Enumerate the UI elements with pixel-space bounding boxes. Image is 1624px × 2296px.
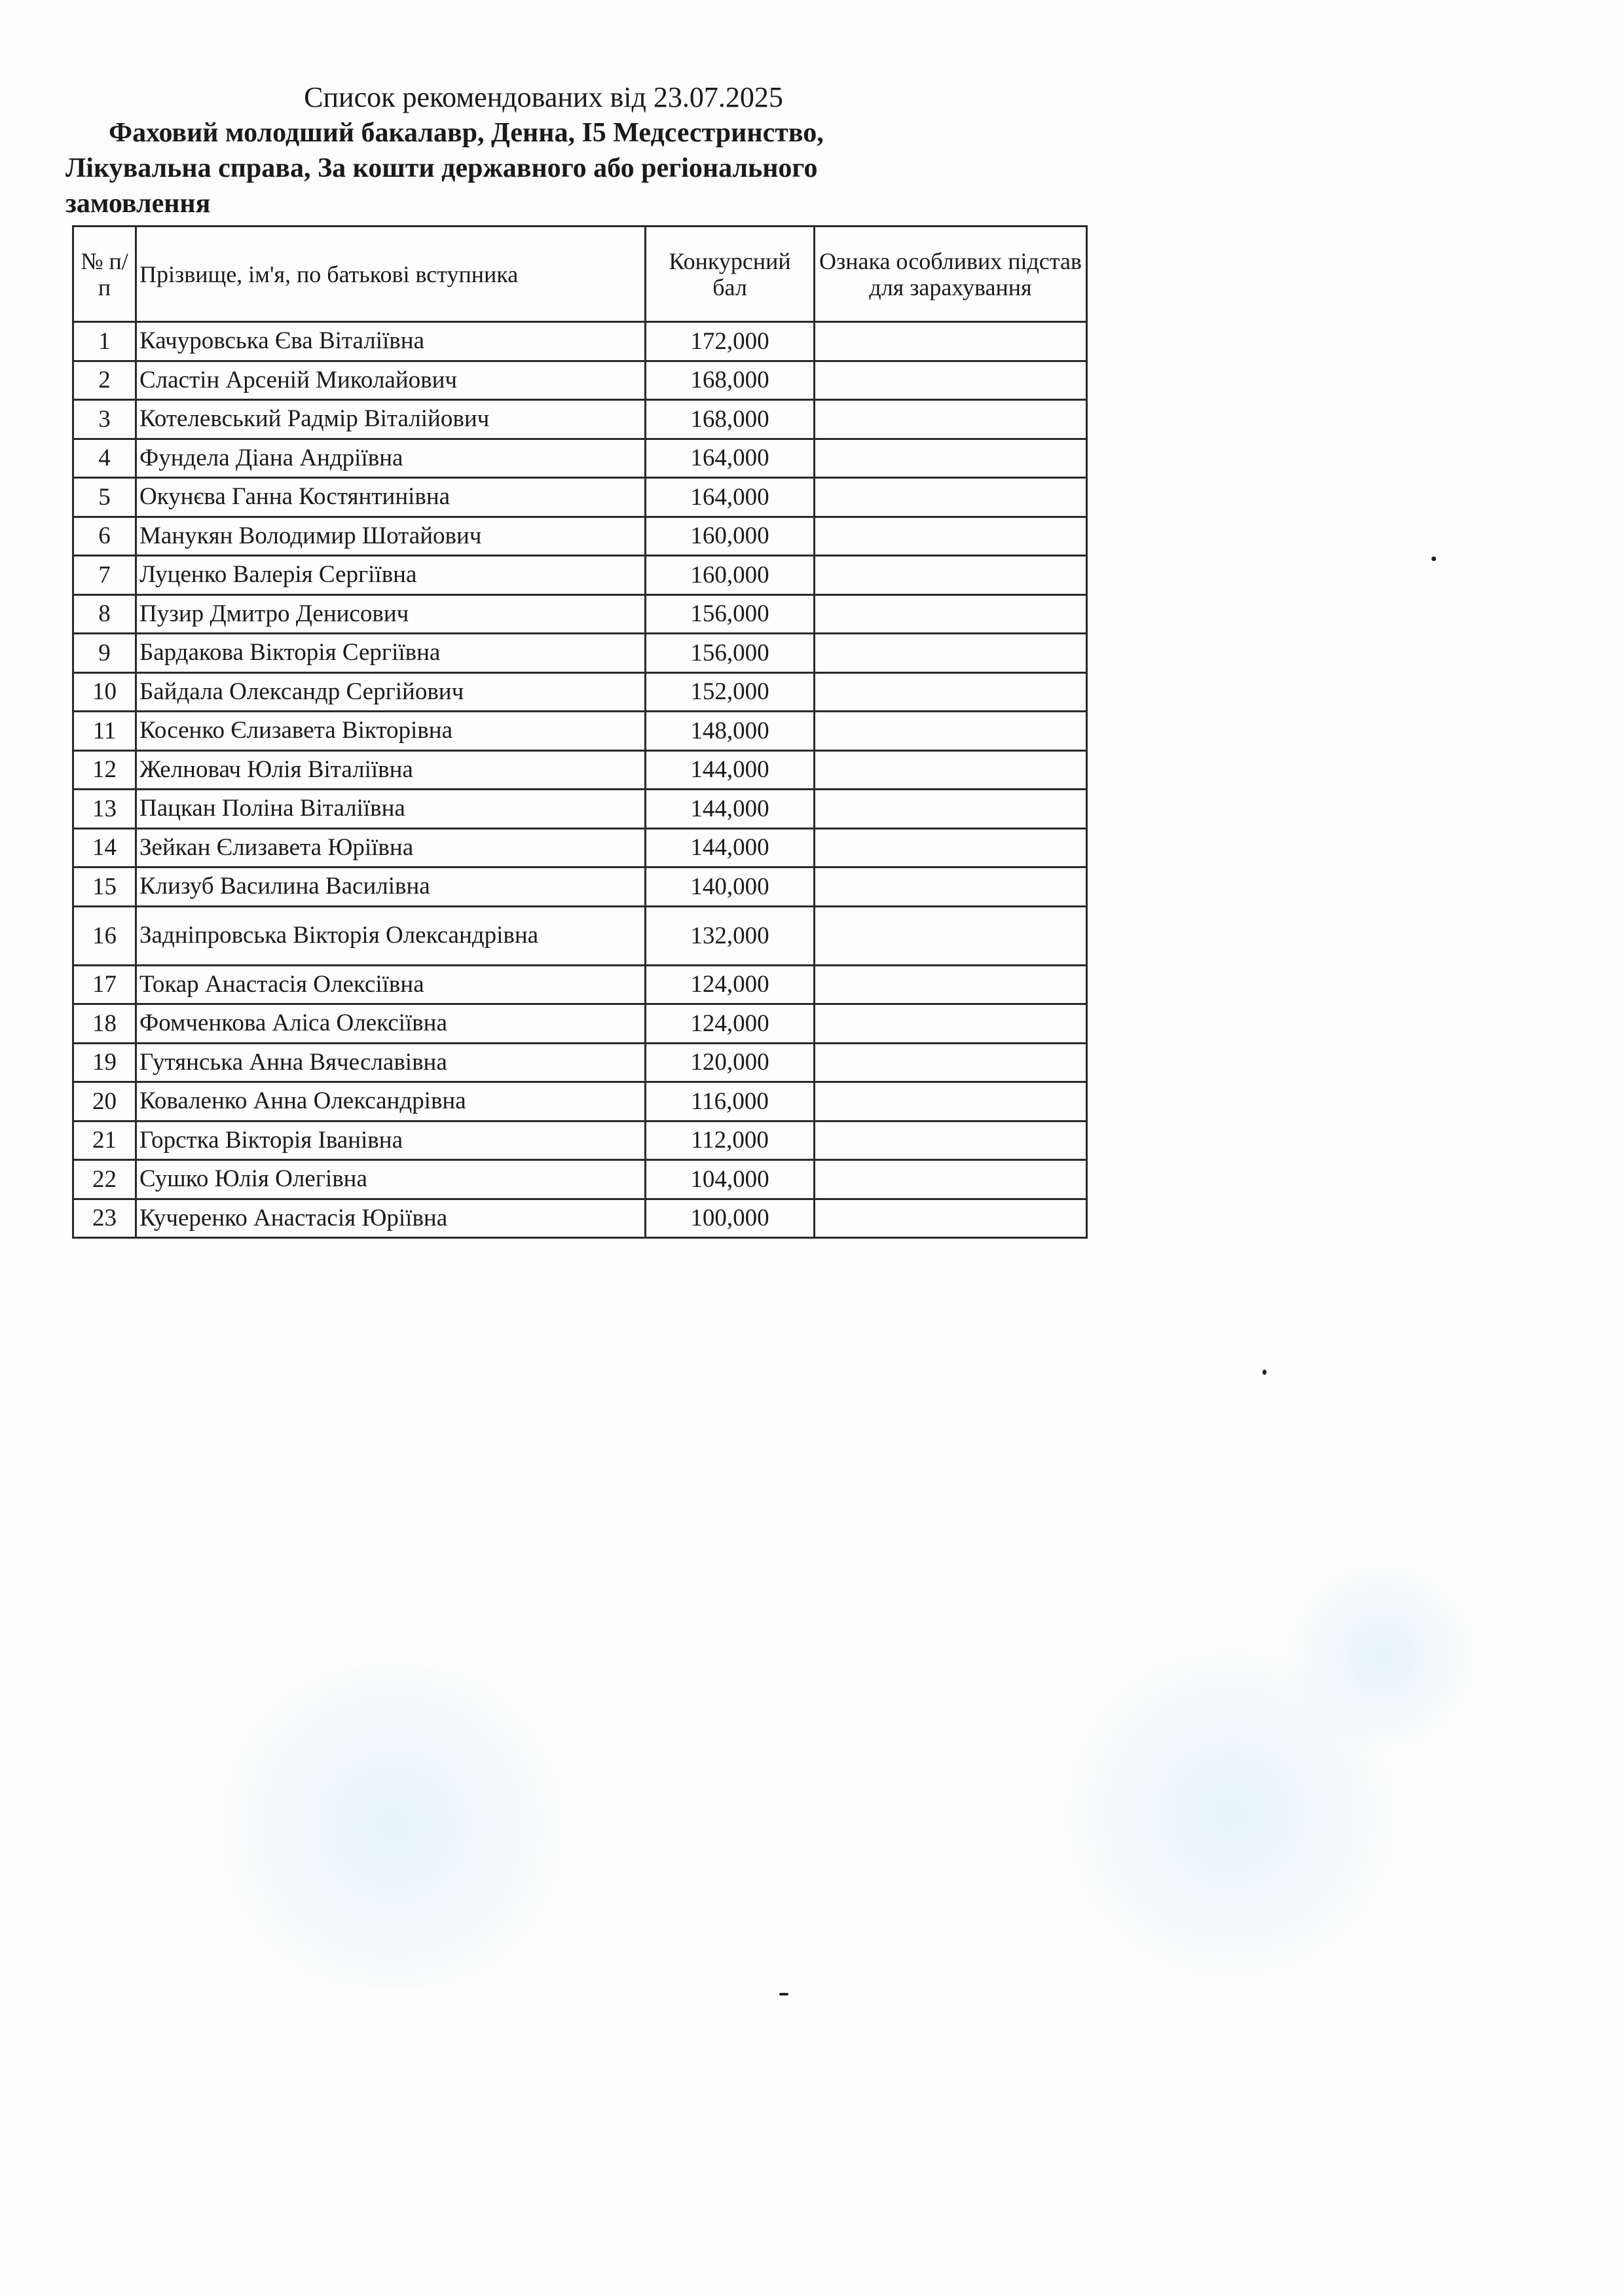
cell-name: Качуровська Єва Віталіївна xyxy=(136,322,646,361)
cell-score: 140,000 xyxy=(646,867,815,907)
cell-score: 152,000 xyxy=(646,672,815,712)
cell-note xyxy=(815,322,1087,361)
cell-num: 20 xyxy=(73,1082,136,1121)
cell-name: Манукян Володимир Шотайович xyxy=(136,517,646,556)
cell-num: 3 xyxy=(73,400,136,439)
cell-note xyxy=(815,1121,1087,1160)
cell-note xyxy=(815,1199,1087,1238)
cell-num: 22 xyxy=(73,1160,136,1199)
cell-note xyxy=(815,517,1087,556)
scan-stain xyxy=(1283,1558,1480,1755)
cell-num: 23 xyxy=(73,1199,136,1238)
cell-name: Задніпровська Вікторія Олександрівна xyxy=(136,906,646,965)
cell-num: 12 xyxy=(73,750,136,790)
cell-note xyxy=(815,965,1087,1004)
cell-score: 172,000 xyxy=(646,322,815,361)
cell-num: 2 xyxy=(73,361,136,400)
scan-speck xyxy=(1431,556,1436,561)
cell-name: Косенко Єлизавета Вікторівна xyxy=(136,712,646,751)
cell-name: Котелевський Радмір Віталійович xyxy=(136,400,646,439)
cell-note xyxy=(815,867,1087,907)
table-row xyxy=(73,400,1087,439)
scan-speck xyxy=(779,1993,788,1995)
table-row xyxy=(73,478,1087,517)
cell-num: 8 xyxy=(73,594,136,634)
page-title: Список рекомендованих від 23.07.2025 xyxy=(304,81,783,113)
cell-name: Сластін Арсеній Миколайович xyxy=(136,361,646,400)
cell-num: 15 xyxy=(73,867,136,907)
cell-score: 168,000 xyxy=(646,400,815,439)
cell-name: Фундела Діана Андріївна xyxy=(136,439,646,478)
subtitle-line-2: Лікувальна справа, За кошти державного або регіонального xyxy=(65,153,818,183)
cell-name: Зейкан Єлизавета Юріївна xyxy=(136,828,646,867)
cell-num: 10 xyxy=(73,672,136,712)
cell-note xyxy=(815,828,1087,867)
cell-num: 4 xyxy=(73,439,136,478)
cell-note xyxy=(815,672,1087,712)
cell-note xyxy=(815,478,1087,517)
cell-score: 164,000 xyxy=(646,478,815,517)
table-row xyxy=(73,634,1087,673)
table-row xyxy=(73,361,1087,400)
cell-note xyxy=(815,1004,1087,1044)
table-body xyxy=(73,322,1087,1238)
cell-num: 18 xyxy=(73,1004,136,1044)
cell-score: 124,000 xyxy=(646,965,815,1004)
cell-score: 116,000 xyxy=(646,1082,815,1121)
table-header-row xyxy=(73,227,1087,322)
cell-name: Байдала Олександр Сергійович xyxy=(136,672,646,712)
cell-score: 144,000 xyxy=(646,828,815,867)
table-row xyxy=(73,1199,1087,1238)
cell-name: Кучеренко Анастасія Юріївна xyxy=(136,1199,646,1238)
table-row xyxy=(73,1043,1087,1082)
cell-name: Сушко Юлія Олегівна xyxy=(136,1160,646,1199)
scan-speck xyxy=(1263,1370,1266,1375)
header-score: Конкурсний бал xyxy=(646,227,815,322)
cell-note xyxy=(815,400,1087,439)
cell-num: 19 xyxy=(73,1043,136,1082)
subtitle-line-1: Фаховий молодший бакалавр, Денна, I5 Медсестринство, xyxy=(109,118,824,148)
cell-num: 9 xyxy=(73,634,136,673)
cell-num: 13 xyxy=(73,790,136,829)
table-row xyxy=(73,828,1087,867)
cell-name: Пузир Дмитро Денисович xyxy=(136,594,646,634)
header-num: № п/п xyxy=(73,227,136,322)
cell-score: 124,000 xyxy=(646,1004,815,1044)
cell-score: 112,000 xyxy=(646,1121,815,1160)
cell-num: 14 xyxy=(73,828,136,867)
cell-note xyxy=(815,750,1087,790)
cell-name: Клизуб Василина Василівна xyxy=(136,867,646,907)
cell-note xyxy=(815,361,1087,400)
table-row xyxy=(73,439,1087,478)
header-name: Прізвище, ім'я, по батькові вступника xyxy=(136,227,646,322)
cell-score: 160,000 xyxy=(646,517,815,556)
cell-note xyxy=(815,1082,1087,1121)
cell-score: 132,000 xyxy=(646,906,815,965)
cell-name: Горстка Вікторія Іванівна xyxy=(136,1121,646,1160)
cell-name: Пацкан Поліна Віталіївна xyxy=(136,790,646,829)
table-row xyxy=(73,1160,1087,1199)
cell-note xyxy=(815,712,1087,751)
cell-score: 160,000 xyxy=(646,556,815,595)
cell-note xyxy=(815,1160,1087,1199)
scan-stain xyxy=(196,1663,589,1990)
cell-note xyxy=(815,439,1087,478)
cell-score: 144,000 xyxy=(646,790,815,829)
table-row xyxy=(73,1004,1087,1044)
cell-name: Окунєва Ганна Костянтинівна xyxy=(136,478,646,517)
table-row xyxy=(73,906,1087,965)
cell-note xyxy=(815,790,1087,829)
cell-note xyxy=(815,594,1087,634)
cell-name: Гутянська Анна Вячеславівна xyxy=(136,1043,646,1082)
cell-score: 164,000 xyxy=(646,439,815,478)
cell-name: Желновач Юлія Віталіївна xyxy=(136,750,646,790)
table-row xyxy=(73,594,1087,634)
cell-score: 120,000 xyxy=(646,1043,815,1082)
table-row xyxy=(73,965,1087,1004)
header-note: Ознака особливих підстав для зарахування xyxy=(815,227,1087,322)
table-row xyxy=(73,556,1087,595)
recommended-list-table xyxy=(72,225,1088,1239)
table-row xyxy=(73,790,1087,829)
table-row xyxy=(73,1121,1087,1160)
cell-num: 11 xyxy=(73,712,136,751)
cell-score: 156,000 xyxy=(646,594,815,634)
cell-score: 100,000 xyxy=(646,1199,815,1238)
cell-note xyxy=(815,556,1087,595)
cell-score: 156,000 xyxy=(646,634,815,673)
cell-score: 148,000 xyxy=(646,712,815,751)
cell-name: Луценко Валерія Сергіївна xyxy=(136,556,646,595)
cell-name: Фомченкова Аліса Олексіївна xyxy=(136,1004,646,1044)
table-row xyxy=(73,712,1087,751)
table-row xyxy=(73,672,1087,712)
cell-num: 16 xyxy=(73,906,136,965)
cell-num: 5 xyxy=(73,478,136,517)
cell-name: Коваленко Анна Олександрівна xyxy=(136,1082,646,1121)
subtitle-line-3: замовлення xyxy=(65,189,211,219)
cell-score: 144,000 xyxy=(646,750,815,790)
table-row xyxy=(73,517,1087,556)
table-row xyxy=(73,867,1087,907)
cell-note xyxy=(815,906,1087,965)
cell-num: 21 xyxy=(73,1121,136,1160)
cell-note xyxy=(815,1043,1087,1082)
cell-score: 168,000 xyxy=(646,361,815,400)
cell-name: Бардакова Вікторія Сергіївна xyxy=(136,634,646,673)
cell-num: 6 xyxy=(73,517,136,556)
cell-num: 7 xyxy=(73,556,136,595)
cell-num: 1 xyxy=(73,322,136,361)
page-subtitle xyxy=(65,115,1022,221)
table-row xyxy=(73,1082,1087,1121)
cell-name: Токар Анастасія Олексіївна xyxy=(136,965,646,1004)
table-row xyxy=(73,750,1087,790)
cell-num: 17 xyxy=(73,965,136,1004)
table-row xyxy=(73,322,1087,361)
cell-note xyxy=(815,634,1087,673)
cell-score: 104,000 xyxy=(646,1160,815,1199)
